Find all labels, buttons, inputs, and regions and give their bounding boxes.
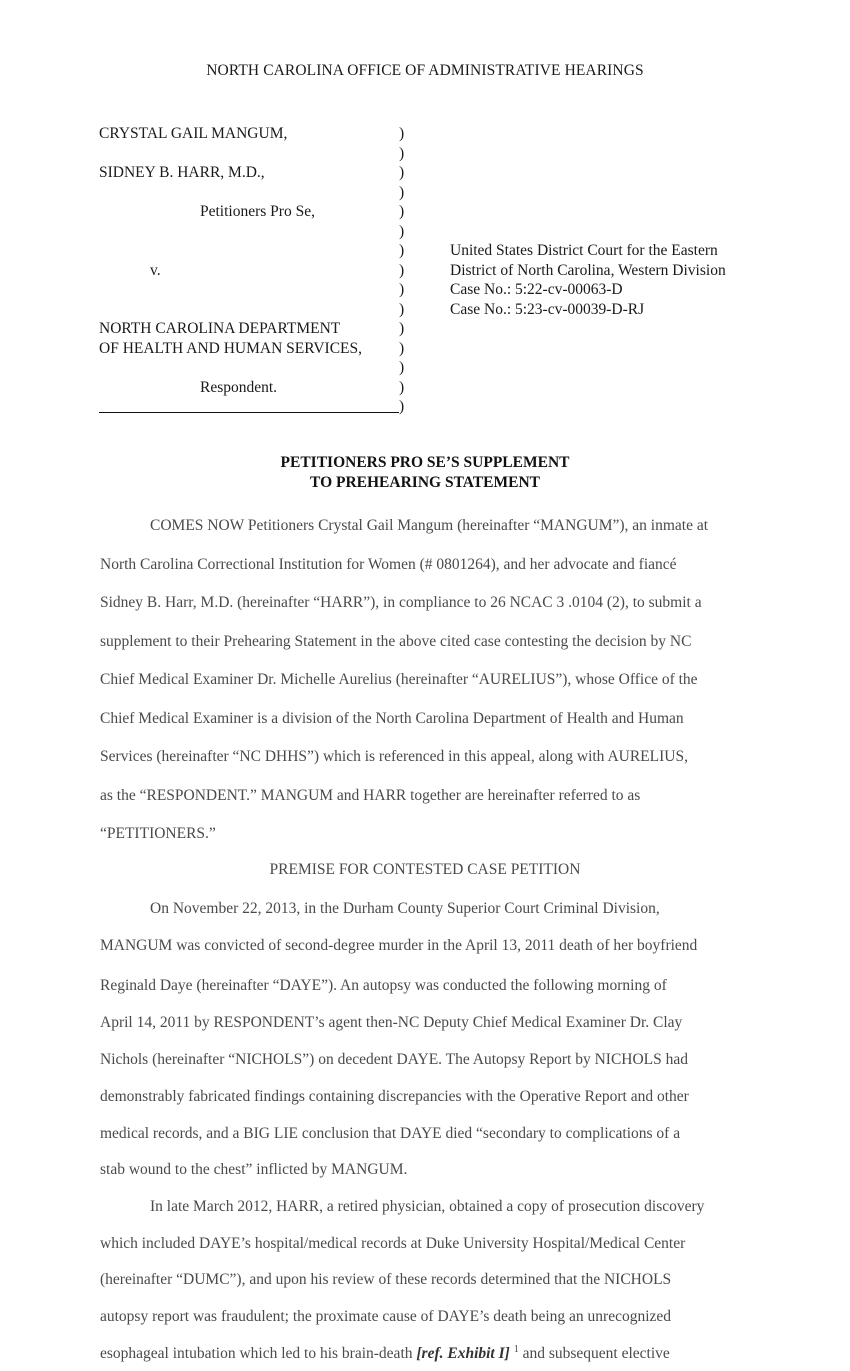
- caption-paren: ): [399, 300, 405, 318]
- case-info-block: [450, 241, 726, 319]
- caption-paren: ): [399, 281, 405, 298]
- text-line: COMES NOW Petitioners Crystal Gail Mangum (hereinafter “MANGUM”), an inmate at: [150, 517, 709, 534]
- section-heading: PREMISE FOR CONTESTED CASE PETITION: [269, 861, 581, 878]
- caption-underline: [99, 412, 399, 413]
- text-line: stab wound to the chest” inflicted by MANGUM.: [100, 1161, 408, 1178]
- footnote-marker: 1: [513, 1343, 519, 1355]
- respondent-role: Respondent.: [200, 379, 278, 396]
- petitioner-1: CRYSTAL GAIL MANGUM,: [99, 125, 288, 142]
- caption-paren: ): [399, 320, 405, 337]
- caption-paren: ): [399, 398, 405, 415]
- text-line: which included DAYE’s hospital/medical records at Duke University Hospital/Medical Center: [100, 1235, 686, 1252]
- text-line: MANGUM was convicted of second-degree murder in the April 13, 2011 death of her boyfriend: [100, 937, 698, 954]
- text-line: North Carolina Correctional Institution for Women (# 0801264), and her advocate and fiancé: [100, 555, 677, 573]
- caption-paren: ): [399, 183, 405, 201]
- text-line: as the “RESPONDENT.” MANGUM and HARR together are hereinafter referred to as: [100, 786, 641, 804]
- text-line: In late March 2012, HARR, a retired physician, obtained a copy of prosecution discovery: [150, 1198, 705, 1215]
- versus: v.: [150, 262, 161, 279]
- caption-paren: ): [399, 359, 405, 376]
- caption-paren: ): [399, 339, 405, 357]
- text-line: (hereinafter “DUMC”), and upon his review of these records determined that the NICHOLS: [100, 1271, 672, 1288]
- caption-paren: ): [399, 378, 405, 396]
- text-line: Reginald Daye (hereinafter “DAYE”). An autopsy was conducted the following morning of: [100, 977, 667, 994]
- petitioners-role: Petitioners Pro Se,: [200, 203, 315, 220]
- case-info-line: District of North Carolina, Western Division: [450, 261, 726, 279]
- document-title: [0, 453, 850, 492]
- caption-paren: ): [399, 164, 405, 181]
- caption-paren: ): [399, 261, 405, 279]
- respondent-line-1: NORTH CAROLINA DEPARTMENT: [99, 320, 341, 337]
- text-line: Sidney B. Harr, M.D. (hereinafter “HARR”), in compliance to 26 NCAC 3 .0104 (2), to submit a: [100, 594, 702, 611]
- text-segment: and subsequent elective: [518, 1345, 670, 1362]
- exhibit-reference: [ref. Exhibit I]: [416, 1345, 510, 1362]
- case-info-line: United States District Court for the Eastern: [450, 242, 718, 259]
- petitioner-2: SIDNEY B. HARR, M.D.,: [99, 164, 265, 181]
- respondent-line-2: OF HEALTH AND HUMAN SERVICES,: [99, 340, 363, 357]
- caption-paren: ): [399, 242, 405, 259]
- text-line: autopsy report was fraudulent; the proximate cause of DAYE’s death being an unrecognized: [100, 1308, 672, 1325]
- text-line: supplement to their Prehearing Statement in the above cited case contesting the decision by NC: [100, 632, 692, 650]
- court-title: NORTH CAROLINA OFFICE OF ADMINISTRATIVE HEARINGS: [206, 62, 644, 79]
- text-segment: esophageal intubation which led to his brain-death: [100, 1345, 417, 1362]
- text-line: Services (hereinafter “NC DHHS”) which is referenced in this appeal, along with AURELIUS,: [100, 748, 688, 765]
- text-line: Chief Medical Examiner is a division of the North Carolina Department of Health and Human: [100, 709, 684, 727]
- case-number: Case No.: 5:22-cv-00063-D: [450, 281, 623, 298]
- text-line: “PETITIONERS.”: [100, 825, 216, 842]
- caption-paren: ): [399, 222, 405, 240]
- document-title-line-2: TO PREHEARING STATEMENT: [310, 473, 540, 491]
- document-title-line-1: PETITIONERS PRO SE’S SUPPLEMENT: [280, 454, 570, 471]
- text-line: Nichols (hereinafter “NICHOLS”) on decedent DAYE. The Autopsy Report by NICHOLS had: [100, 1051, 689, 1068]
- text-line: [100, 1344, 670, 1364]
- text-line: demonstrably fabricated findings containing discrepancies with the Operative Report and other: [100, 1088, 689, 1105]
- text-line: On November 22, 2013, in the Durham County Superior Court Criminal Division,: [150, 900, 660, 917]
- case-number: Case No.: 5:23-cv-00039-D-RJ: [450, 300, 645, 318]
- caption-paren: ): [399, 144, 405, 162]
- text-line: Chief Medical Examiner Dr. Michelle Aurelius (hereinafter “AURELIUS”), whose Office of the: [100, 671, 698, 688]
- caption-paren: ): [399, 203, 405, 220]
- text-line: April 14, 2011 by RESPONDENT’s agent then-NC Deputy Chief Medical Examiner Dr. Clay: [100, 1014, 683, 1031]
- caption-paren: ): [399, 125, 405, 142]
- text-line: medical records, and a BIG LIE conclusion that DAYE died “secondary to complications of a: [100, 1125, 681, 1142]
